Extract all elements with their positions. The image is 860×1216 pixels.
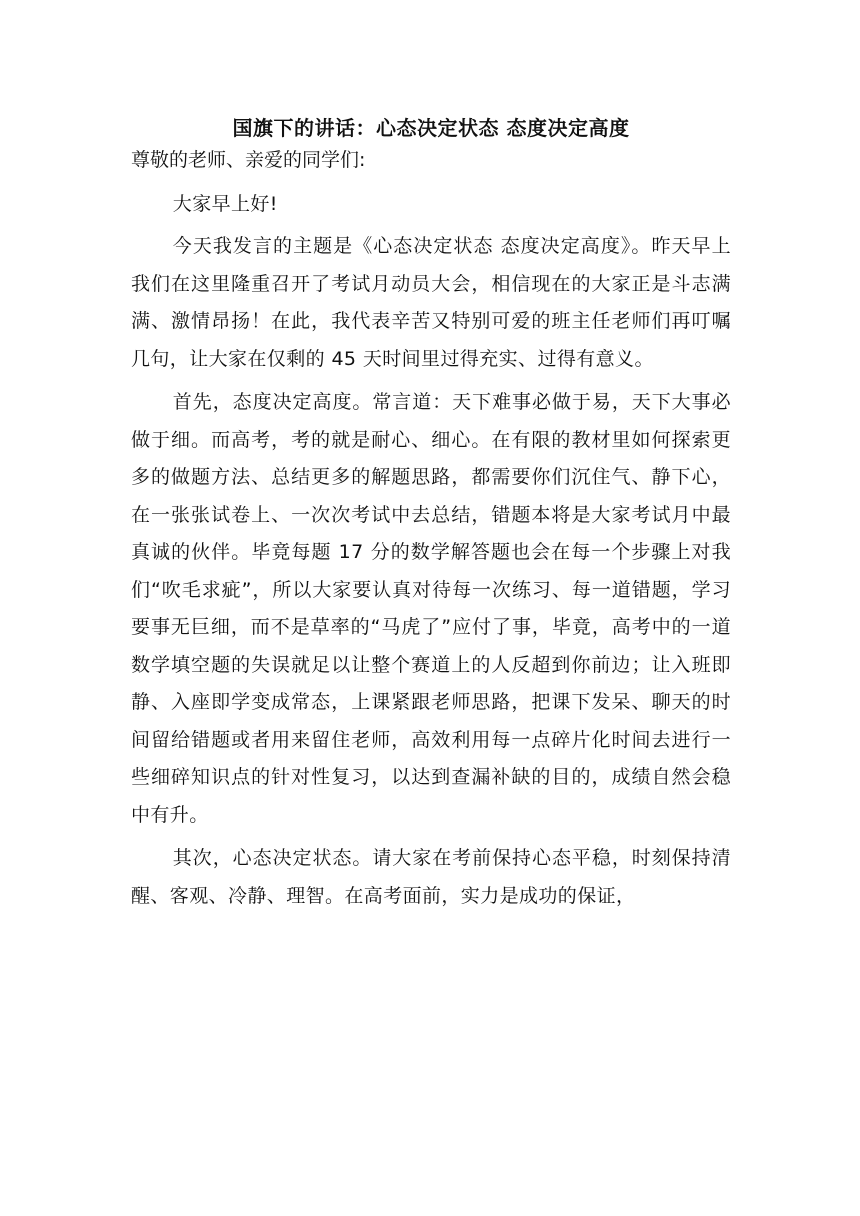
paragraph-mindset: 其次，心态决定状态。请大家在考前保持心态平稳，时刻保持清醒、客观、冷静、理智。在高考面前，实力是成功的保证， — [131, 847, 731, 907]
document-title: 国旗下的讲话：心态决定状态 态度决定高度 — [232, 116, 630, 140]
paragraph-attitude: 首先，态度决定高度。常言道：天下难事必做于易，天下大事必做于细。而高考，考的就是耐心、细心。在有限的教材里如何探索更多的做题方法、总结更多的解题思路，都需要你们沉住气、静下心，在一张张试卷上、一次次考试中去总结，错题本将是大家考试月中最真诚的伙伴。毕竟每题 17 分的数学解答题也会在每一个步骤上对我们“吹毛求疵”，所以大家要认真对待每一次练习、每一道错题，学习要事无巨细，而不是草率的“马虎了”应付了事，毕竟，高考中的一道数学填空题的失误就足以让整个赛道上的人反超到你前边；让入班即静、入座即学变成常态，上课紧跟老师思路，把课下发呆、聊天的时间留给错题或者用来留住老师，高效利用每一点碎片化时间去进行一些细碎知识点的针对性复习，以达到查漏补缺的目的，成绩自然会稳中有升。 — [131, 391, 731, 826]
paragraph-intro: 今天我发言的主题是《心态决定状态 态度决定高度》。昨天早上我们在这里隆重召开了考试月动员大会，相信现在的大家正是斗志满满、激情昂扬！在此，我代表辛苦又特别可爱的班主任老师们再叮嘱几句，让大家在仅剩的 45 天时间里过得充实、过得有意义。 — [131, 235, 731, 370]
document-page — [131, 112, 731, 921]
salutation: 尊敬的老师、亲爱的同学们: — [131, 149, 366, 171]
greeting: 大家早上好! — [172, 193, 278, 215]
